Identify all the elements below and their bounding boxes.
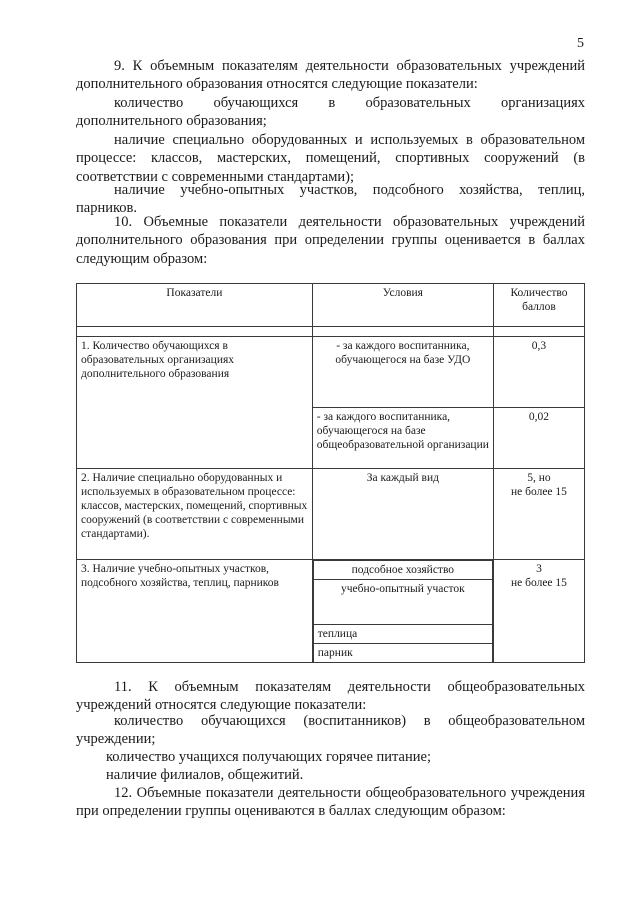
table-gap-row [77,327,585,337]
condition-cell: - за каждого воспитанника, обучающегося на базе общеобразовательной организации [312,408,493,469]
points-cell: 0,3 [493,337,584,408]
points-line: 5, но [527,472,551,484]
indicator-cell: 3. Наличие учебно-опытных участков, подсобного хозяйства, теплиц, парников [77,560,313,663]
item-subsidiary-farm: подсобное хозяйство [313,561,492,580]
indicator-cell: 1. Количество обучающихся в образовательных организациях дополнительного образования [77,337,313,469]
paragraph-9: 9. К объемным показателям деятельности образовательных учреждений дополнительного образования относятся следующие показатели: [76,58,585,93]
condition-cell [312,560,493,663]
paragraph-9-item-2: наличие специально оборудованных и используемых в образовательном процессе: классов, мастерских, помещений, спортивных сооружений (в соответствии с современными стандартами); [76,132,585,185]
paragraph-9-item-3: наличие учебно-опытных участков, подсобного хозяйства, теплиц, парников. [76,182,585,217]
page-number: 5 [577,36,584,51]
item-experimental-plot: учебно-опытный участок [313,580,492,625]
table-row [77,337,585,408]
item-hotbed: парник [313,644,492,663]
paragraph-11: 11. К объемным показателям деятельности общеобразовательных учреждений относятся следующие показатели: [76,679,585,714]
paragraph-11-item-1: количество обучающихся (воспитанников) в общеобразовательном учреждении; [76,713,585,748]
items-subtable [313,560,493,662]
points-line: не более 15 [511,577,567,589]
points-line: не более 15 [511,486,567,498]
points-cell: 0,02 [493,408,584,469]
paragraph-12: 12. Объемные показатели деятельности общеобразовательного учреждения при определении группы оцениваются в баллах следующим образом: [76,785,585,820]
table-header-row [77,284,585,327]
paragraph-11-item-2: количество учащихся получающих горячее питание; [106,749,431,765]
points-table [76,283,585,663]
header-points: Количество баллов [493,284,584,327]
item-greenhouse: теплица [313,625,492,644]
points-cell [493,469,584,560]
header-conditions: Условия [312,284,493,327]
points-line: 3 [536,563,542,575]
gap-cell [77,327,313,337]
points-cell [493,560,584,663]
table-row [77,560,585,663]
gap-cell [493,327,584,337]
paragraph-9-item-1: количество обучающихся в образовательных организациях дополнительного образования; [76,95,585,130]
paragraph-10: 10. Объемные показатели деятельности образовательных учреждений дополнительного образования при определении группы оценивается в баллах следующим образом: [76,214,585,267]
condition-cell: - за каждого воспитанника, обучающегося на базе УДО [312,337,493,408]
header-indicators: Показатели [77,284,313,327]
gap-cell [312,327,493,337]
paragraph-11-item-3: наличие филиалов, общежитий. [106,767,304,783]
table-row [77,469,585,560]
condition-cell: За каждый вид [312,469,493,560]
indicator-cell: 2. Наличие специально оборудованных и используемых в образовательном процессе: классов, мастерских, помещений, спортивных сооружений (в соответствии с современными стандартами). [77,469,313,560]
